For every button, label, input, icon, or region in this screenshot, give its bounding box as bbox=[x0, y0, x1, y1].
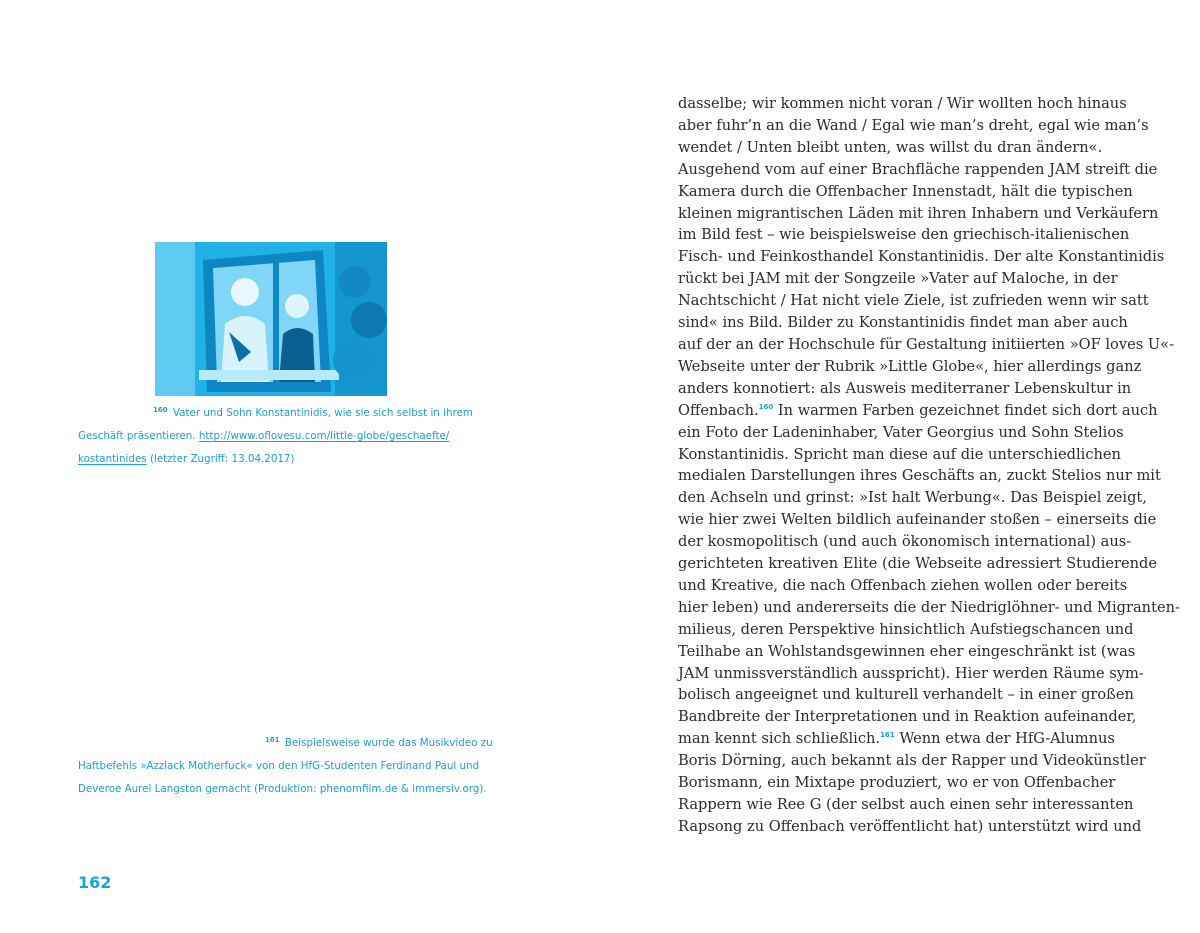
body-line-with-ref-161 bbox=[678, 728, 1148, 750]
body-line: wendet / Unten bleibt unten, was willst du dran ändern«. bbox=[678, 138, 1103, 156]
footnote-160-link[interactable]: http://www.oflovesu.com/little-globe/geschaefte/ bbox=[198, 430, 450, 442]
body-line: Rapsong zu Offenbach veröffentlicht hat) unterstützt wird und bbox=[678, 817, 1142, 835]
footnote-160-text-1: Vater und Sohn Konstantinidis, wie sie sich selbst in ihrem bbox=[172, 407, 473, 419]
footnote-161-line-1 bbox=[78, 732, 518, 755]
footnote-160-text-2: Geschäft präsentieren. bbox=[78, 430, 196, 442]
body-line: ein Foto der Ladeninhaber, Vater Georgius und Sohn Stelios bbox=[678, 423, 1124, 441]
photo-illustration bbox=[155, 242, 387, 396]
body-line: Nachtschicht / Hat nicht viele Ziele, ist zufrieden wenn wir satt bbox=[678, 292, 1149, 310]
body-line: der kosmopolitisch (und auch ökonomisch international) aus- bbox=[678, 533, 1132, 551]
body-line: anders konnotiert: als Ausweis mediterraner Lebenskultur in bbox=[678, 379, 1132, 397]
footnote-161-line-3: Deveroe Aurel Langston gemacht (Produktion: phenomfilm.de & immersiv.org). bbox=[78, 783, 487, 795]
page-number: 162 bbox=[78, 873, 112, 892]
body-line: Teilhabe an Wohlstandsgewinnen eher eingeschränkt ist (was bbox=[678, 642, 1136, 660]
footnote-161-line-2: Haftbefehls »Azzlack Motherfuck« von den HfG-Studenten Ferdinand Paul und bbox=[78, 760, 480, 772]
footnote-ref-160[interactable]: 160 bbox=[758, 402, 774, 411]
body-line-text: Offenbach. bbox=[678, 401, 759, 419]
footnote-160 bbox=[78, 402, 518, 471]
body-line: im Bild fest – wie beispielsweise den griechisch-italienischen bbox=[678, 226, 1130, 244]
body-line: Kamera durch die Offenbacher Innenstadt, hält die typischen bbox=[678, 182, 1133, 200]
body-line: Ausgehend vom auf einer Brachfläche rappenden JAM streift die bbox=[678, 160, 1158, 178]
footnote-160-line-3 bbox=[78, 448, 518, 471]
body-line: Borismann, ein Mixtape produziert, wo er von Offenbacher bbox=[678, 774, 1116, 792]
body-line: sind« ins Bild. Bilder zu Konstantinidis findet man aber auch bbox=[678, 314, 1128, 332]
body-line: JAM unmissverständlich ausspricht). Hier werden Räume sym- bbox=[678, 664, 1144, 682]
body-line: wie hier zwei Welten bildlich aufeinander stoßen – einerseits die bbox=[678, 511, 1157, 529]
body-line-text: Wenn etwa der HfG-Alumnus bbox=[894, 730, 1115, 748]
body-line: kleinen migrantischen Läden mit ihren Inhabern und Verkäufern bbox=[678, 204, 1159, 222]
body-line: rückt bei JAM mit der Songzeile »Vater auf Maloche, in der bbox=[678, 270, 1118, 288]
body-line: Rappern wie Ree G (der selbst auch einen sehr interessanten bbox=[678, 796, 1134, 813]
footnote-160-access-date: (letzter Zugriff: 13.04.2017) bbox=[149, 453, 295, 465]
body-line: den Achseln und grinst: »Ist halt Werbung«. Das Beispiel zeigt, bbox=[678, 489, 1147, 507]
body-line-with-ref-160 bbox=[678, 400, 1158, 422]
footnote-160-line-1 bbox=[78, 402, 518, 425]
body-text bbox=[678, 93, 1180, 838]
footnote-161 bbox=[78, 732, 518, 801]
footnote-160-number: 160 bbox=[153, 405, 168, 414]
body-line: aber fuhr’n an die Wand / Egal wie man’s dreht, egal wie man’s bbox=[678, 116, 1149, 134]
body-line: milieus, deren Perspektive hinsichtlich Aufstiegschancen und bbox=[678, 620, 1134, 638]
body-line: Fisch- und Feinkosthandel Konstantinidis. Der alte Konstantinidis bbox=[678, 248, 1165, 266]
body-line: gerichteten kreativen Elite (die Webseite adressiert Studierende bbox=[678, 555, 1157, 573]
body-line: dasselbe; wir kommen nicht voran / Wir wollten hoch hinaus bbox=[678, 95, 1127, 112]
body-line: Konstantinidis. Spricht man diese auf die unterschiedlichen bbox=[678, 445, 1121, 463]
body-line-text: man kennt sich schließlich. bbox=[678, 730, 881, 748]
footnote-160-line-2 bbox=[78, 425, 518, 448]
body-line: auf der an der Hochschule für Gestaltung initiierten »OF loves U«- bbox=[678, 335, 1174, 353]
footnote-ref-161[interactable]: 161 bbox=[880, 731, 895, 740]
body-line: Bandbreite der Interpretationen und in Reaktion aufeinander, bbox=[678, 708, 1137, 726]
body-line: Boris Dörning, auch bekannt als der Rapper und Videokünstler bbox=[678, 752, 1146, 770]
shop-photo bbox=[155, 242, 387, 396]
body-line: hier leben) und andererseits die der Niedriglöhner- und Migranten- bbox=[678, 598, 1180, 616]
body-line: und Kreative, die nach Offenbach ziehen wollen oder bereits bbox=[678, 576, 1128, 594]
body-line: medialen Darstellungen ihres Geschäfts an, zuckt Stelios nur mit bbox=[678, 467, 1161, 485]
right-page bbox=[600, 0, 1200, 933]
footnote-161-text-1: Beispielsweise wurde das Musikvideo zu bbox=[284, 737, 493, 749]
body-line: Webseite unter der Rubrik »Little Globe«, hier allerdings ganz bbox=[678, 357, 1142, 375]
footnote-161-number: 161 bbox=[265, 735, 280, 744]
body-line-text: In warmen Farben gezeichnet findet sich dort auch bbox=[773, 401, 1158, 419]
body-line: bolisch angeeignet und kulturell verhandelt – in einer großen bbox=[678, 686, 1134, 704]
footnote-160-link-continued[interactable]: kostantinides bbox=[78, 453, 147, 465]
